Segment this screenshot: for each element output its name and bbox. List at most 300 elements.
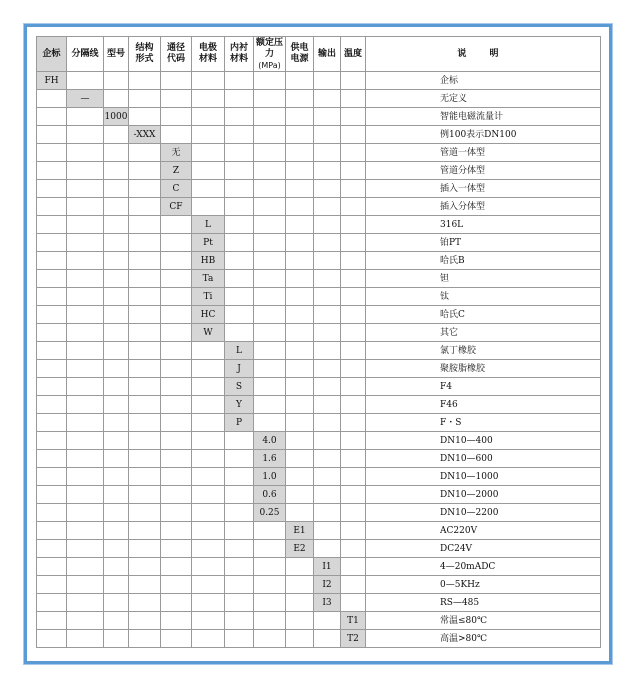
empty-cell [341,396,366,414]
empty-cell [67,576,104,594]
empty-cell [341,432,366,450]
empty-cell [254,126,286,144]
empty-cell [161,90,192,108]
header-cell [104,37,129,72]
empty-cell [314,198,341,216]
empty-cell [37,576,67,594]
empty-cell [225,630,254,648]
code-cell: C [161,180,192,198]
empty-cell [341,180,366,198]
empty-cell [341,288,366,306]
empty-cell [129,342,161,360]
code-cell: L [225,342,254,360]
empty-cell [286,612,314,630]
empty-cell [37,234,67,252]
empty-cell [254,144,286,162]
description-cell: DN10—2200 [366,504,601,522]
description-cell: F・S [366,414,601,432]
empty-cell [192,576,225,594]
description-cell: DN10—400 [366,432,601,450]
empty-cell [67,378,104,396]
empty-cell [104,144,129,162]
empty-cell [192,540,225,558]
table-row [37,324,601,342]
empty-cell [286,450,314,468]
empty-cell [225,288,254,306]
empty-cell [37,558,67,576]
empty-cell [254,252,286,270]
empty-cell [341,558,366,576]
empty-cell [129,162,161,180]
description-cell: 氯丁橡胶 [366,342,601,360]
empty-cell [314,468,341,486]
empty-cell [129,234,161,252]
empty-cell [286,270,314,288]
empty-cell [341,198,366,216]
empty-cell [192,90,225,108]
table-row [37,450,601,468]
empty-cell [129,414,161,432]
empty-cell [129,324,161,342]
empty-cell [37,540,67,558]
empty-cell [225,126,254,144]
description-cell: F4 [366,378,601,396]
empty-cell [286,306,314,324]
empty-cell [286,288,314,306]
table-row [37,306,601,324]
empty-cell [161,432,192,450]
empty-cell [314,234,341,252]
empty-cell [67,612,104,630]
table-row [37,612,601,630]
header-cell [341,37,366,72]
empty-cell [286,198,314,216]
description-cell: 其它 [366,324,601,342]
description-cell: 企标 [366,72,601,90]
empty-cell [225,558,254,576]
empty-cell [161,270,192,288]
description-cell: 钛 [366,288,601,306]
empty-cell [314,90,341,108]
code-cell: Ti [192,288,225,306]
empty-cell [129,576,161,594]
empty-cell [67,630,104,648]
empty-cell [161,252,192,270]
empty-cell [104,486,129,504]
empty-cell [67,72,104,90]
table-row [37,216,601,234]
description-cell: 铂PT [366,234,601,252]
empty-cell [104,216,129,234]
header-unit: (MPa) [258,60,281,70]
header-label: 供电 电源 [290,43,309,64]
empty-cell [37,108,67,126]
code-cell: 0.6 [254,486,286,504]
empty-cell [37,144,67,162]
empty-cell [225,162,254,180]
empty-cell [254,324,286,342]
empty-cell [341,594,366,612]
header-label: 企标 [42,48,61,59]
empty-cell [67,540,104,558]
description-cell: DN10—600 [366,450,601,468]
empty-cell [286,252,314,270]
code-cell: W [192,324,225,342]
empty-cell [225,270,254,288]
header-row [37,37,601,72]
empty-cell [37,288,67,306]
empty-cell [192,144,225,162]
empty-cell [254,540,286,558]
description-cell: RS—485 [366,594,601,612]
empty-cell [37,270,67,288]
empty-cell [254,234,286,252]
empty-cell [314,162,341,180]
empty-cell [37,252,67,270]
table-row [37,144,601,162]
empty-cell [254,162,286,180]
empty-cell [104,90,129,108]
header-label: 电极 材料 [198,43,217,64]
empty-cell [37,630,67,648]
empty-cell [286,504,314,522]
code-cell: E2 [286,540,314,558]
empty-cell [129,216,161,234]
empty-cell [104,234,129,252]
empty-cell [37,342,67,360]
code-cell: 1.0 [254,468,286,486]
code-cell: 4.0 [254,432,286,450]
empty-cell [37,522,67,540]
empty-cell [104,342,129,360]
empty-cell [161,306,192,324]
empty-cell [161,522,192,540]
description-cell: 管道分体型 [366,162,601,180]
empty-cell [161,612,192,630]
code-cell: — [67,90,104,108]
empty-cell [314,630,341,648]
empty-cell [286,468,314,486]
empty-cell [314,180,341,198]
description-cell: 聚胺脂橡胶 [366,360,601,378]
description-cell: DN10—1000 [366,468,601,486]
empty-cell [314,378,341,396]
empty-cell [104,594,129,612]
empty-cell [286,126,314,144]
empty-cell [314,360,341,378]
empty-cell [67,252,104,270]
table-row [37,540,601,558]
empty-cell [286,396,314,414]
empty-cell [225,198,254,216]
empty-cell [286,216,314,234]
empty-cell [67,288,104,306]
table-row [37,522,601,540]
empty-cell [225,324,254,342]
description-cell: 高温>80℃ [366,630,601,648]
table-row [37,126,601,144]
description-cell: 智能电磁流量计 [366,108,601,126]
table-row [37,594,601,612]
empty-cell [161,342,192,360]
empty-cell [37,126,67,144]
empty-cell [161,396,192,414]
empty-cell [286,360,314,378]
empty-cell [314,612,341,630]
code-cell: T2 [341,630,366,648]
empty-cell [37,162,67,180]
empty-cell [104,360,129,378]
code-cell: 0.25 [254,504,286,522]
empty-cell [341,234,366,252]
empty-cell [129,522,161,540]
code-cell: HC [192,306,225,324]
empty-cell [192,108,225,126]
empty-cell [314,270,341,288]
empty-cell [341,378,366,396]
code-cell: I2 [314,576,341,594]
empty-cell [67,306,104,324]
empty-cell [254,414,286,432]
empty-cell [161,558,192,576]
code-cell: E1 [286,522,314,540]
code-cell: -XXX [129,126,161,144]
table-row [37,432,601,450]
empty-cell [341,72,366,90]
table-row [37,198,601,216]
empty-cell [286,180,314,198]
empty-cell [314,126,341,144]
table-row [37,396,601,414]
header-cell [314,37,341,72]
empty-cell [104,378,129,396]
description-cell: 插入分体型 [366,198,601,216]
empty-cell [104,270,129,288]
empty-cell [341,126,366,144]
empty-cell [192,342,225,360]
empty-cell [314,450,341,468]
empty-cell [341,216,366,234]
empty-cell [341,270,366,288]
empty-cell [67,504,104,522]
table-row [37,72,601,90]
header-cell [37,37,67,72]
empty-cell [161,216,192,234]
header-label: 额定压 力 [255,37,283,59]
code-cell: P [225,414,254,432]
empty-cell [225,180,254,198]
empty-cell [129,270,161,288]
empty-cell [192,360,225,378]
code-cell: Pt [192,234,225,252]
empty-cell [254,396,286,414]
table-row [37,414,601,432]
header-cell [286,37,314,72]
empty-cell [37,306,67,324]
empty-cell [104,630,129,648]
empty-cell [314,342,341,360]
empty-cell [254,72,286,90]
empty-cell [129,594,161,612]
empty-cell [67,324,104,342]
description-cell: 管道一体型 [366,144,601,162]
empty-cell [161,540,192,558]
empty-cell [341,468,366,486]
code-cell: L [192,216,225,234]
code-cell: 1000 [104,108,129,126]
header-label: 型号 [106,48,125,59]
empty-cell [225,450,254,468]
empty-cell [225,576,254,594]
description-cell: 316L [366,216,601,234]
empty-cell [286,486,314,504]
empty-cell [341,360,366,378]
empty-cell [225,540,254,558]
empty-cell [37,486,67,504]
empty-cell [225,594,254,612]
empty-cell [286,108,314,126]
description-cell: F46 [366,396,601,414]
empty-cell [104,288,129,306]
code-cell: 无 [161,144,192,162]
empty-cell [161,468,192,486]
table-row [37,342,601,360]
empty-cell [225,504,254,522]
empty-cell [37,90,67,108]
empty-cell [37,468,67,486]
empty-cell [286,378,314,396]
header-cell [225,37,254,72]
empty-cell [37,378,67,396]
code-cell: FH [37,72,67,90]
empty-cell [225,234,254,252]
code-cell: T1 [341,612,366,630]
empty-cell [104,504,129,522]
empty-cell [286,432,314,450]
empty-cell [341,324,366,342]
empty-cell [314,252,341,270]
empty-cell [37,360,67,378]
empty-cell [341,342,366,360]
empty-cell [161,108,192,126]
empty-cell [37,198,67,216]
code-cell: CF [161,198,192,216]
empty-cell [254,522,286,540]
empty-cell [254,306,286,324]
empty-cell [286,576,314,594]
empty-cell [67,126,104,144]
empty-cell [192,162,225,180]
empty-cell [129,396,161,414]
empty-cell [192,522,225,540]
empty-cell [37,612,67,630]
table-row [37,90,601,108]
empty-cell [67,594,104,612]
empty-cell [161,486,192,504]
code-cell: I3 [314,594,341,612]
description-cell: DN10—2000 [366,486,601,504]
empty-cell [254,198,286,216]
header-cell [192,37,225,72]
header-label: 说 明 [457,48,509,59]
table-row [37,504,601,522]
empty-cell [314,144,341,162]
header-cell [129,37,161,72]
empty-cell [225,90,254,108]
empty-cell [286,90,314,108]
empty-cell [314,72,341,90]
empty-cell [341,576,366,594]
empty-cell [104,450,129,468]
empty-cell [129,144,161,162]
code-cell: Z [161,162,192,180]
empty-cell [314,108,341,126]
empty-cell [314,432,341,450]
empty-cell [67,162,104,180]
description-cell: DC24V [366,540,601,558]
empty-cell [341,486,366,504]
empty-cell [129,468,161,486]
description-cell: 无定义 [366,90,601,108]
empty-cell [67,360,104,378]
empty-cell [67,432,104,450]
empty-cell [67,414,104,432]
description-cell: 插入一体型 [366,180,601,198]
empty-cell [286,558,314,576]
empty-cell [314,414,341,432]
empty-cell [129,630,161,648]
empty-cell [286,342,314,360]
empty-cell [341,306,366,324]
empty-cell [161,378,192,396]
empty-cell [37,324,67,342]
empty-cell [254,630,286,648]
empty-cell [192,378,225,396]
header-label: 输出 [317,48,336,59]
empty-cell [192,450,225,468]
empty-cell [254,360,286,378]
empty-cell [129,558,161,576]
empty-cell [254,216,286,234]
empty-cell [67,198,104,216]
empty-cell [161,450,192,468]
empty-cell [314,288,341,306]
table-row [37,558,601,576]
empty-cell [192,72,225,90]
empty-cell [286,630,314,648]
empty-cell [314,540,341,558]
empty-cell [37,414,67,432]
header-label: 结构 形式 [135,43,154,64]
empty-cell [129,486,161,504]
code-cell: S [225,378,254,396]
empty-cell [225,144,254,162]
empty-cell [129,504,161,522]
empty-cell [67,180,104,198]
description-cell: 常温≤80℃ [366,612,601,630]
empty-cell [254,270,286,288]
empty-cell [129,288,161,306]
table-row [37,630,601,648]
empty-cell [129,360,161,378]
empty-cell [104,324,129,342]
empty-cell [37,216,67,234]
empty-cell [67,144,104,162]
empty-cell [161,288,192,306]
description-cell: 例100表示DN100 [366,126,601,144]
description-cell: 钽 [366,270,601,288]
empty-cell [341,504,366,522]
